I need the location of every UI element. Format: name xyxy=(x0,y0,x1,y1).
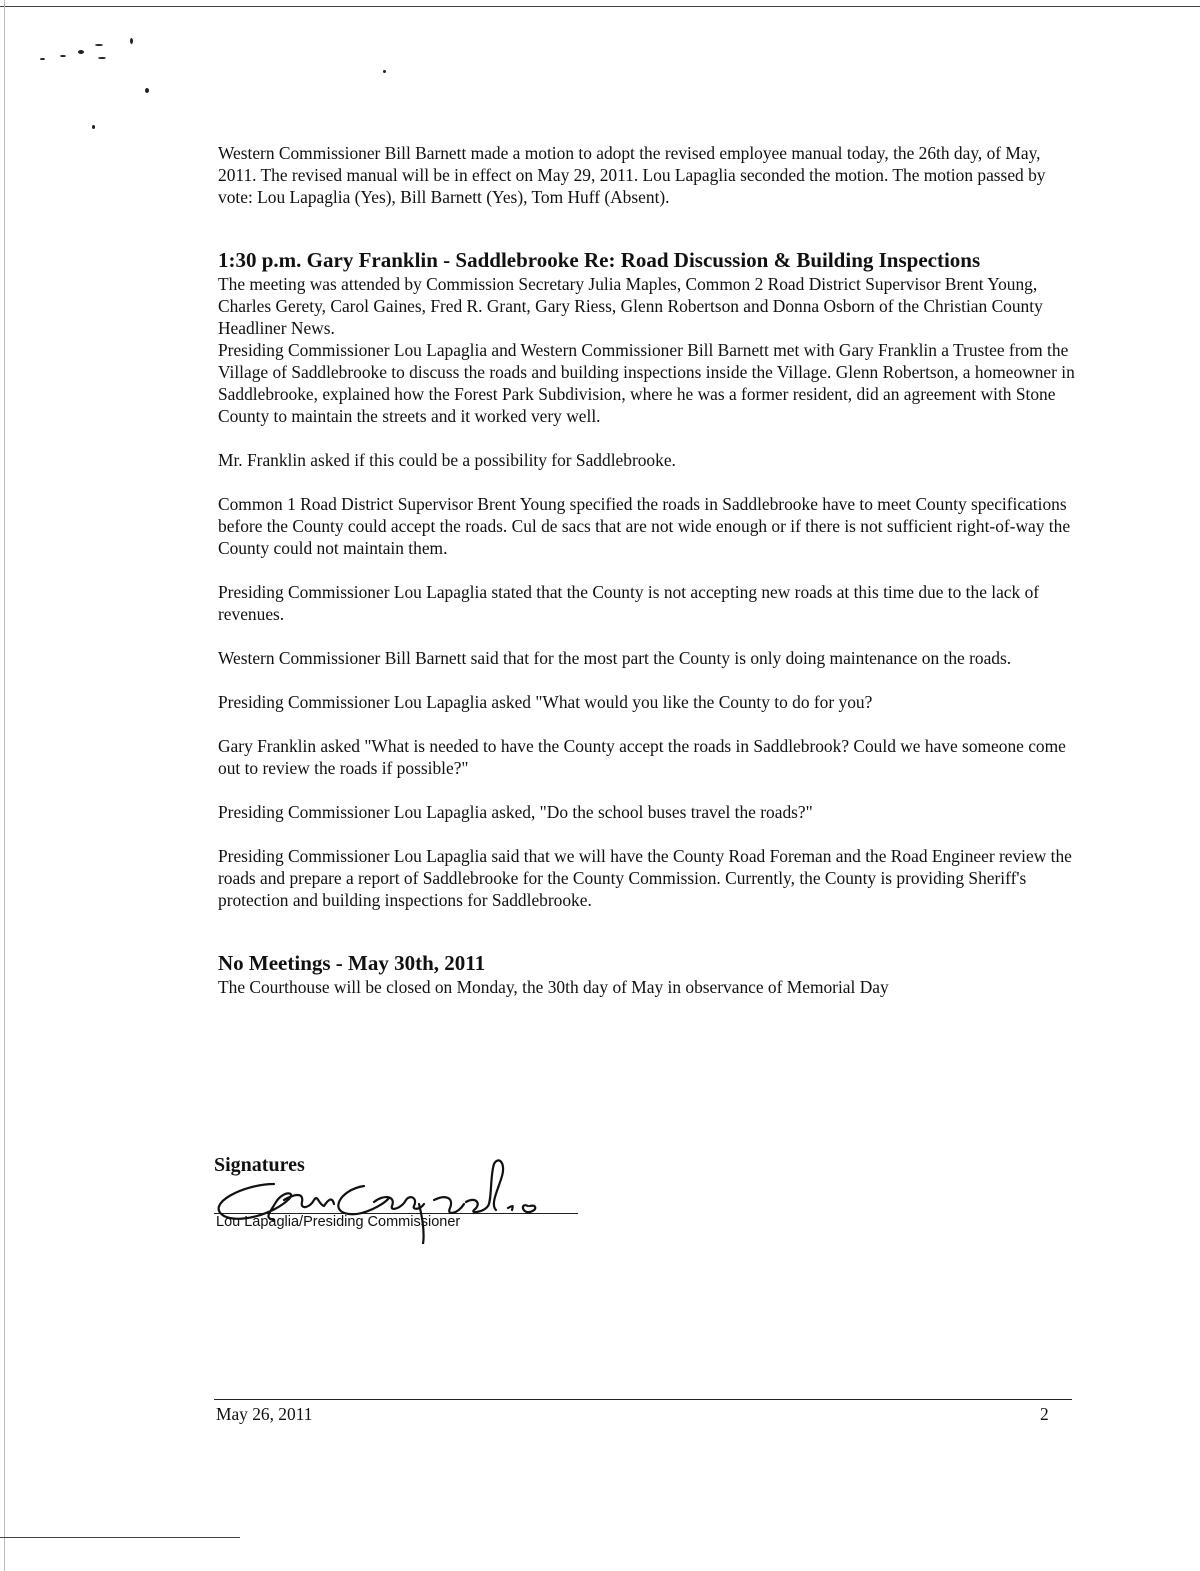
scan-speck xyxy=(383,70,386,73)
page-number: 2 xyxy=(1040,1404,1049,1424)
signature-block xyxy=(214,1154,594,1244)
scan-speck xyxy=(95,44,103,46)
scan-speck xyxy=(78,50,84,54)
attendance-paragraph: The meeting was attended by Commission Secretary Julia Maples, Common 2 Road District Supervisor Brent Young, Charles Gerety, Carol Gaines, Fred R. Grant, Gary Riess, Glenn Robertson and Donna Osborn of the Christian County Headliner News. xyxy=(218,274,1043,338)
maintenance-paragraph: Western Commissioner Bill Barnett said that for the most part the County is only doing maintenance on the roads. xyxy=(218,648,1012,668)
lapaglia-question-paragraph: Presiding Commissioner Lou Lapaglia asked "What would you like the County to do for you? xyxy=(218,692,873,712)
footer-date: May 26, 2011 xyxy=(216,1404,313,1424)
scan-speck xyxy=(60,55,66,57)
meeting-paragraph: Presiding Commissioner Lou Lapaglia and Western Commissioner Bill Barnett met with Gary Franklin a Trustee from the Village of Saddlebrooke to discuss the roads and building inspections inside the Village. Glenn Robertson, a homeowner in Saddlebrooke, explained how the Forest Park Subdivision, where he was a former resident, did an agreement with Stone County to maintain the streets and it worked very well. xyxy=(218,340,1075,426)
section-heading-gary-franklin: 1:30 p.m. Gary Franklin - Saddlebrooke Re: Road Discussion & Building Inspections xyxy=(218,248,981,272)
scan-speck xyxy=(98,57,106,59)
document-body xyxy=(218,142,1078,998)
school-buses-paragraph: Presiding Commissioner Lou Lapaglia asked, "Do the school buses travel the roads?" xyxy=(218,802,813,822)
courthouse-closed-paragraph: The Courthouse will be closed on Monday, the 30th day of May in observance of Memorial Day xyxy=(218,977,889,997)
franklin-request-paragraph: Gary Franklin asked "What is needed to have the County accept the roads in Saddlebrook? Could we have someone come out to review the roads if possible?" xyxy=(218,736,1066,778)
road-specifications-paragraph: Common 1 Road District Supervisor Brent Young specified the roads in Saddlebrooke have to meet County specifications before the County could accept the roads. Cul de sacs that are not wide enough or if there is not sufficient right-of-way the County could not maintain them. xyxy=(218,494,1071,558)
signatures-heading: Signatures xyxy=(214,1154,305,1176)
scan-speck xyxy=(130,38,133,44)
review-report-paragraph: Presiding Commissioner Lou Lapaglia said that we will have the County Road Foreman and the Road Engineer review the roads and prepare a report of Saddlebrooke for the County Commission. Currently, the County is providing Sheriff's protection and building inspections for Saddlebrooke. xyxy=(218,846,1072,910)
signature-caption: Lou Lapaglia/Presiding Commissioner xyxy=(216,1214,461,1230)
scan-speck xyxy=(92,125,95,129)
motion-paragraph: Western Commissioner Bill Barnett made a motion to adopt the revised employee manual today, the 26th day, of May, 2011. The revised manual will be in effect on May 29, 2011. Lou Lapaglia seconded the motion. The motion passed by vote: Lou Lapaglia (Yes), Bill Barnett (Yes), Tom Huff (Absent). xyxy=(218,143,1046,207)
footer-rule xyxy=(214,1399,1072,1400)
handwritten-signature-icon xyxy=(214,1154,594,1244)
scan-speck xyxy=(40,58,45,60)
scan-left-edge xyxy=(4,0,5,1571)
scan-speck xyxy=(145,88,149,93)
top-edge-rule xyxy=(0,6,1200,7)
bottom-edge-rule xyxy=(0,1537,240,1538)
section-heading-no-meetings: No Meetings - May 30th, 2011 xyxy=(218,951,486,975)
franklin-question-paragraph: Mr. Franklin asked if this could be a possibility for Saddlebrooke. xyxy=(218,450,676,470)
revenues-paragraph: Presiding Commissioner Lou Lapaglia stated that the County is not accepting new roads at this time due to the lack of revenues. xyxy=(218,582,1040,624)
